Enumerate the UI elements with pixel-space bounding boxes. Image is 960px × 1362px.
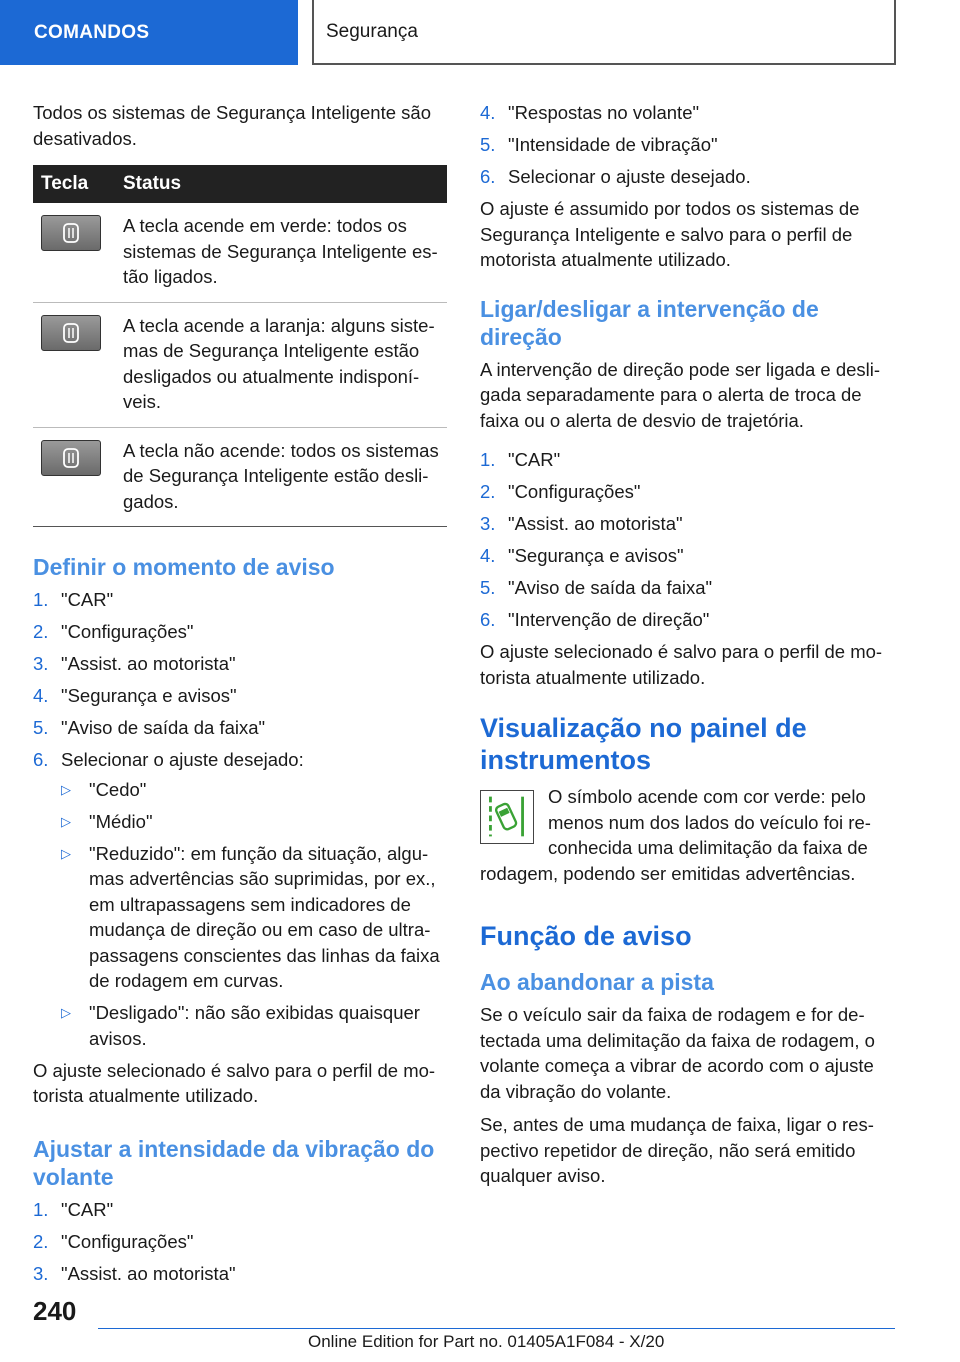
column-header-key: Tecla	[33, 165, 115, 203]
vibration-steps-list	[33, 1197, 447, 1287]
leave-text-1: Se o veículo sair da faixa de rodagem e for de-tectada uma delimitação da faixa de rodagem, o volante começa a vibrar de acordo com o ajuste da vibração do volante.	[480, 1004, 875, 1102]
list-item: 3. "Assist. ao motorista"	[33, 1262, 236, 1284]
left-column	[33, 100, 447, 1293]
vibration-heading: Ajustar a intensidade da vibração do volante	[33, 1135, 435, 1190]
footer-divider	[98, 1328, 895, 1329]
list-item: 6. Selecionar o ajuste desejado: ▷ "Cedo" ▷ "Médio" ▷ "Reduzido": em função da situação, algu-mas advertências são suprimidas, por ex., em ultrapassagens sem indicadores de mudança de direção ou em caso de ultra-passagens conscientes das linhas da faixa de rodagem em curvas. ▷ "Desligado": não são exibidas quaisquer avisos.	[33, 747, 447, 1051]
status-text: A tecla não acende: todos os sistemas de Segurança Inteligente estão desli-gados.	[115, 427, 447, 527]
display-heading: Visualização no painel de instrumentos	[480, 713, 807, 775]
list-item: 2. "Configurações"	[33, 1230, 194, 1252]
safety-button-icon	[41, 315, 101, 351]
page-title: Segurança	[326, 20, 418, 42]
column-header-status: Status	[115, 165, 447, 203]
table-row	[33, 427, 447, 527]
sub-list-item: ▷ "Desligado": não são exibidas quaisquer avisos.	[61, 1000, 447, 1051]
lane-departure-warning-icon	[480, 790, 534, 844]
function-heading: Função de aviso	[480, 921, 692, 951]
list-item: 5. "Aviso de saída da faixa"	[480, 577, 713, 598]
triangle-bullet-icon: ▷	[61, 813, 71, 829]
right-column	[480, 100, 896, 1197]
warn-steps-list	[33, 587, 447, 1051]
section-label: COMANDOS	[34, 21, 150, 43]
page-title-bar	[312, 0, 896, 65]
list-item: 3. "Assist. ao motorista"	[480, 513, 683, 534]
sub-list-item: ▷ "Cedo"	[61, 777, 447, 803]
page-number: 240	[33, 1296, 77, 1326]
steering-steps-list	[480, 447, 896, 633]
safety-button-icon	[41, 215, 101, 251]
warn-saved-text: O ajuste selecionado é salvo para o perfil de mo-torista atualmente utilizado.	[33, 1059, 436, 1106]
list-item: 1. "CAR"	[33, 589, 114, 610]
sub-list-item: ▷ "Médio"	[61, 809, 447, 835]
warn-options-list	[33, 777, 447, 1052]
triangle-bullet-icon: ▷	[61, 845, 71, 861]
table-row	[33, 302, 447, 427]
list-item: 5. "Aviso de saída da faixa"	[33, 717, 266, 738]
triangle-bullet-icon: ▷	[61, 781, 71, 797]
list-item: 5. "Intensidade de vibração"	[480, 134, 718, 155]
table-header-row	[33, 165, 447, 203]
status-text: A tecla acende a laranja: alguns siste-mas de Segurança Inteligente estão desligados ou atualmente indisponí-veis.	[115, 302, 447, 427]
triangle-bullet-icon: ▷	[61, 1005, 71, 1020]
intro-paragraph: Todos os sistemas de Segurança Inteligente são desativados.	[33, 102, 431, 149]
vibration-steps-continued	[480, 100, 896, 190]
leave-text-2: Se, antes de uma mudança de faixa, ligar o res-pectivo repetidor de direção, não será emitido qualquer aviso.	[480, 1114, 874, 1186]
list-item: 4. "Segurança e avisos"	[33, 685, 237, 706]
sub-list-item: ▷ "Reduzido": em função da situação, algu-mas advertências são suprimidas, por ex., em ultrapassagens sem indicadores de mudança de direção ou em caso de ultra-passagens conscientes das linhas da faixa de rodagem em curvas.	[61, 841, 447, 994]
vibration-text: O ajuste é assumido por todos os sistemas de Segurança Inteligente e salvo para o perfil de motorista atualmente utilizado.	[480, 198, 860, 270]
steering-text: A intervenção de direção pode ser ligada e desli-gada separadamente para o alerta de troca de faixa ou o alerta de desvio de trajetória.	[480, 358, 881, 431]
list-item: 4. "Segurança e avisos"	[480, 545, 684, 566]
key-status-table	[33, 165, 447, 527]
steering-heading: Ligar/desligar a intervenção de direção	[480, 295, 819, 350]
leave-heading: Ao abandonar a pista	[480, 969, 714, 995]
section-tab	[0, 0, 298, 65]
list-item: 2. "Configurações"	[480, 481, 641, 502]
list-item: 1. "CAR"	[480, 449, 561, 470]
list-item: 6. Selecionar o ajuste desejado.	[480, 166, 751, 187]
footer-edition: Online Edition for Part no. 01405A1F084 - X/20	[308, 1332, 665, 1351]
list-item: 4. "Respostas no volante"	[480, 102, 700, 123]
list-item: 3. "Assist. ao motorista"	[33, 653, 236, 674]
display-block	[480, 784, 896, 894]
safety-button-icon	[41, 440, 101, 476]
warn-heading: Definir o momento de aviso	[33, 554, 335, 580]
list-item: 1. "CAR"	[33, 1198, 114, 1220]
list-item: 2. "Configurações"	[33, 621, 194, 642]
steering-saved-text: O ajuste selecionado é salvo para o perfil de mo-torista atualmente utilizado.	[480, 641, 883, 688]
table-row	[33, 203, 447, 302]
list-item: 6. "Intervenção de direção"	[480, 609, 710, 630]
status-text: A tecla acende em verde: todos os sistemas de Segurança Inteligente es-tão ligados.	[115, 203, 447, 302]
display-text: O símbolo acende com cor verde: pelo menos num dos lados do veículo foi re-conhecida uma delimitação da faixa de rodagem, podendo ser emitidas advertências.	[480, 786, 871, 884]
